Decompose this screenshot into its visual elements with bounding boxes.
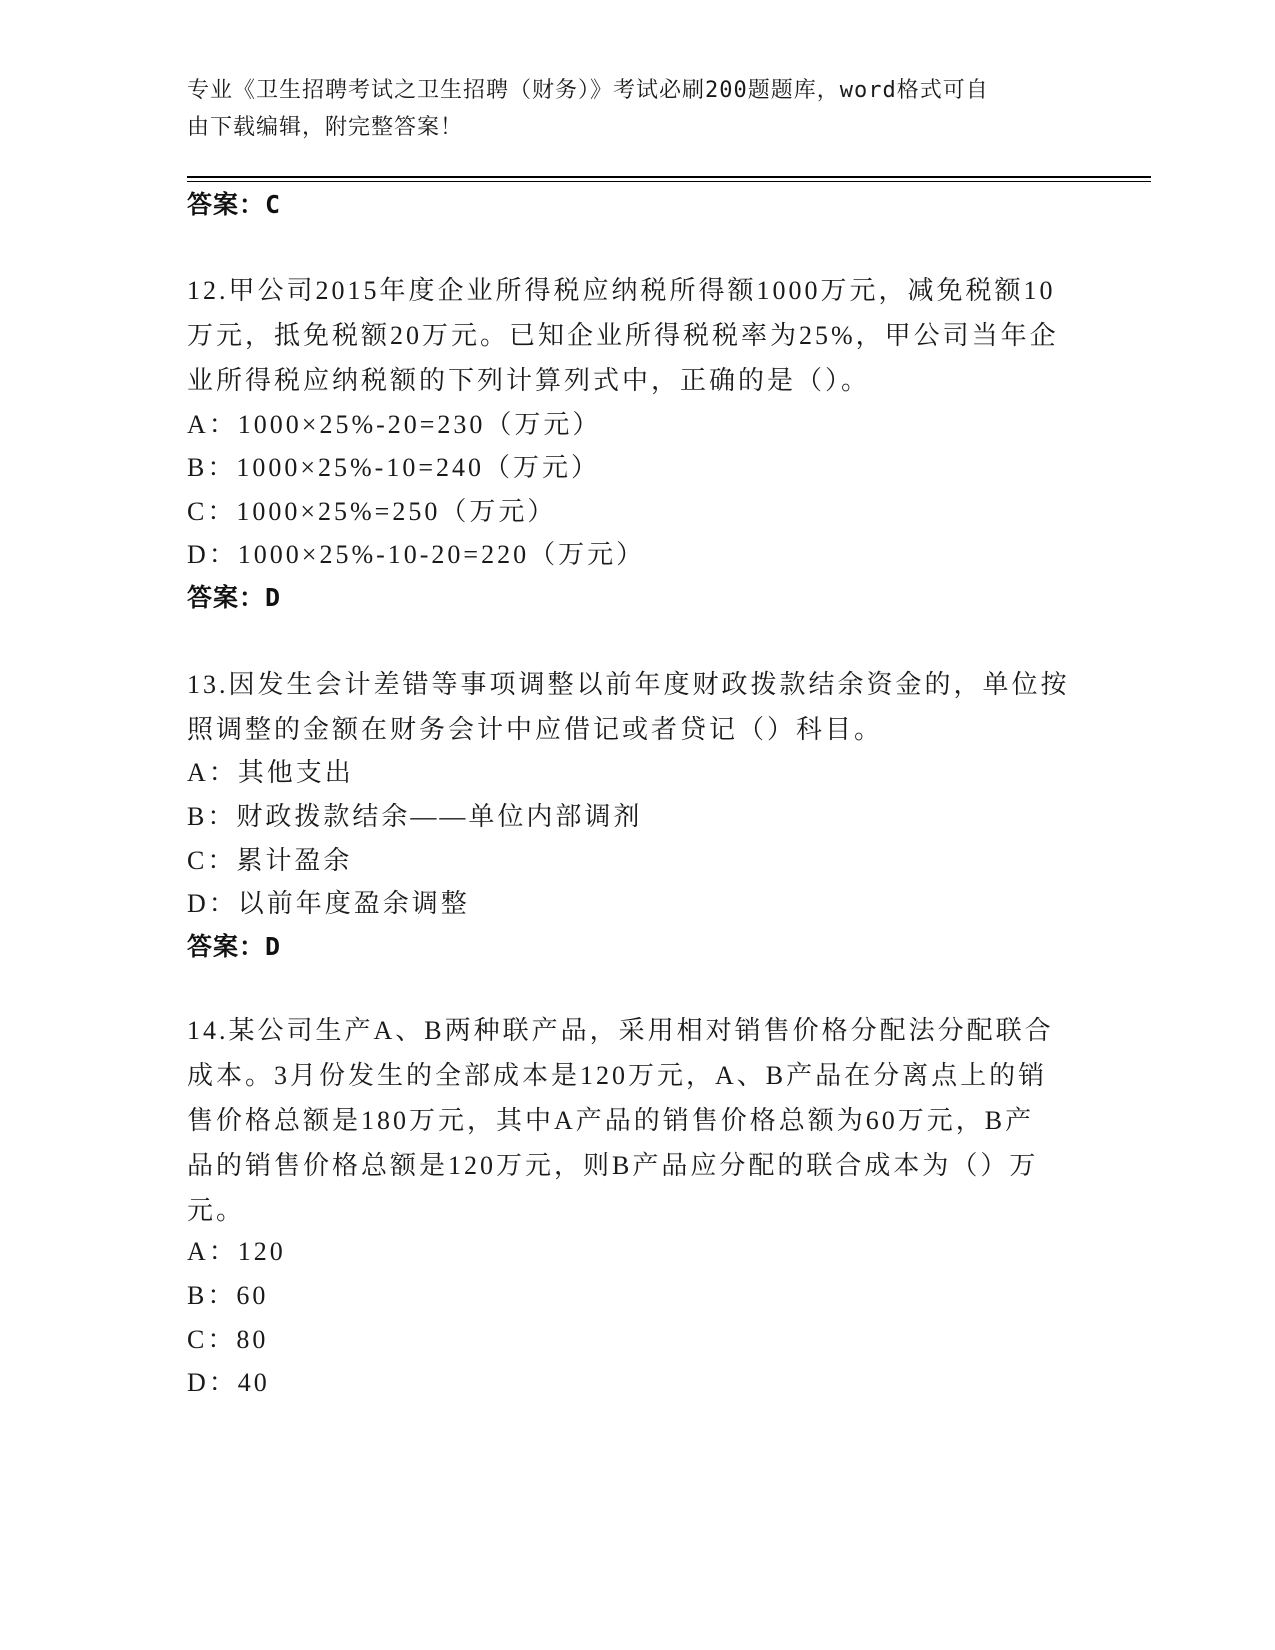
question-13-option-a: A：其他支出: [187, 758, 354, 787]
header-line-2: 由下载编辑，附完整答案！: [187, 115, 464, 140]
question-14-line-3: 售价格总额是180万元，其中A产品的销售价格总额为60万元，B产: [187, 1106, 1035, 1135]
header-line-1: 专业《卫生招聘考试之卫生招聘（财务）》考试必刷200题题库，word格式可自: [187, 78, 989, 103]
question-14-option-a: A：120: [187, 1237, 286, 1266]
question-12-stem: [187, 268, 1087, 403]
question-13-line-1: 13.因发生会计差错等事项调整以前年度财政拨款结余资金的，单位按: [187, 670, 1070, 699]
question-12-option-c: C：1000×25%=250（万元）: [187, 497, 557, 526]
question-13-option-b: B：财政拨款结余——单位内部调剂: [187, 802, 643, 831]
question-14-line-2: 成本。3月份发生的全部成本是120万元，A、B产品在分离点上的销: [187, 1061, 1048, 1090]
question-13-line-2: 照调整的金额在财务会计中应借记或者贷记（）科目。: [187, 715, 884, 744]
question-12-option-a: A：1000×25%-20=230（万元）: [187, 410, 602, 439]
question-12-option-d: D：1000×25%-10-20=220（万元）: [187, 540, 646, 569]
question-14-line-4: 品的销售价格总额是120万元，则B产品应分配的联合成本为（）万: [187, 1151, 1039, 1180]
question-13-stem: [187, 662, 1087, 752]
previous-answer: 答案：C: [187, 190, 282, 219]
question-13-answer: 答案：D: [187, 932, 282, 961]
question-14-option-d: D：40: [187, 1368, 270, 1397]
question-14-option-b: B：60: [187, 1281, 269, 1310]
question-13-option-d: D：以前年度盈余调整: [187, 889, 470, 918]
question-14-line-1: 14.某公司生产A、B两种联产品，采用相对销售价格分配法分配联合: [187, 1016, 1054, 1045]
question-14-line-5: 元。: [187, 1196, 246, 1225]
question-14-option-c: C：80: [187, 1325, 269, 1354]
header-rule-thin: [187, 181, 1151, 182]
question-12-option-b: B：1000×25%-10=240（万元）: [187, 453, 600, 482]
document-header: [187, 72, 1067, 146]
question-12-line-3: 业所得税应纳税额的下列计算列式中，正确的是（）。: [187, 366, 871, 395]
question-14-stem: [187, 1008, 1087, 1233]
question-13-option-c: C：累计盈余: [187, 846, 353, 875]
question-12-line-2: 万元，抵免税额20万元。已知企业所得税税率为25%，甲公司当年企: [187, 321, 1059, 350]
question-12-line-1: 12.甲公司2015年度企业所得税应纳税所得额1000万元，减免税额10: [187, 276, 1056, 305]
header-rule-thick: [187, 176, 1151, 178]
question-12-answer: 答案：D: [187, 583, 282, 612]
